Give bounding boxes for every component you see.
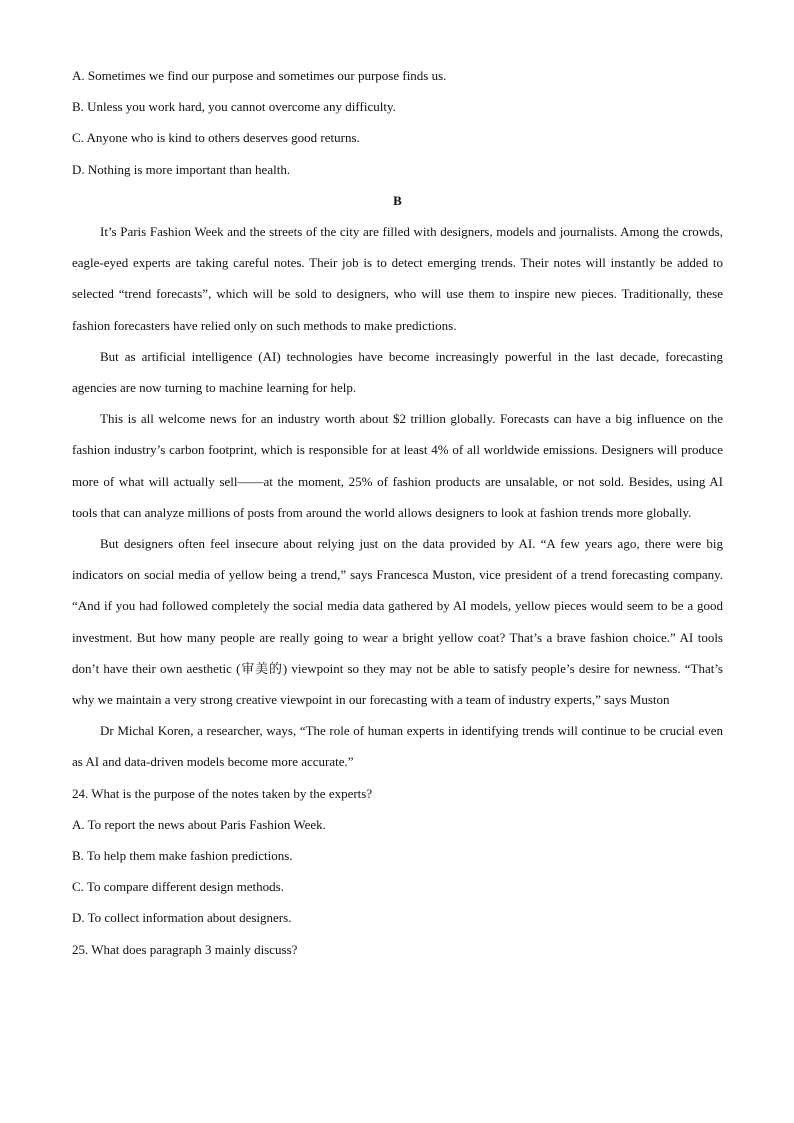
section-label: B — [393, 192, 402, 208]
question-24-option-a: A. To report the news about Paris Fashion Week. — [72, 816, 326, 832]
passage-paragraph-4: But designers often feel insecure about relying just on the data provided by AI. “A few years ago, there were big indicators on social media of yellow being a trend,” says Francesca Muston, vice president of a trend forecasting company. “And if you had followed completely the social media data gathered by AI models, yellow pieces would seem to be a good investment. But how many people are really going to wear a bright yellow coat? That’s a brave fashion choice.” AI tools don’t have their own aesthetic (审美的) viewpoint so they may not be able to satisfy people’s desire for newness. “That’s why we maintain a very strong creative viewpoint in our forecasting with a team of industry experts,” says Muston — [72, 535, 723, 707]
passage-paragraph-1: It’s Paris Fashion Week and the streets of the city are filled with designers, models and journalists. Among the crowds, eagle-eyed experts are taking careful notes. Their job is to detect emerging trends. Their notes will instantly be added to selected “trend forecasts”, which will be sold to designers, who will use them to inspire new pieces. Traditionally, these fashion forecasters have relied only on such methods to make predictions. — [72, 223, 723, 333]
question-24-option-d: D. To collect information about designers. — [72, 910, 292, 926]
option-a: A. Sometimes we find our purpose and sometimes our purpose finds us. — [72, 68, 447, 83]
option-c: C. Anyone who is kind to others deserves good returns. — [72, 130, 360, 146]
passage-paragraph-5: Dr Michal Koren, a researcher, ways, “The role of human experts in identifying trends will continue to be crucial even as AI and data-driven models become more accurate.” — [72, 723, 723, 770]
passage-paragraph-3: This is all welcome news for an industry worth about $2 trillion globally. Forecasts can have a big influence on the fashion industry’s carbon footprint, which is responsible for at least 4% of all worldwide emissions. Designers will produce more of what will actually sell——at the moment, 25% of fashion products are unsalable, or not sold. Besides, using AI tools that can analyze millions of posts from around the world allows designers to look at fashion trends more globally. — [72, 411, 723, 520]
document-page — [72, 60, 723, 965]
question-25-stem: 25. What does paragraph 3 mainly discuss? — [72, 941, 298, 957]
question-24-option-b: B. To help them make fashion predictions. — [72, 847, 293, 863]
passage-paragraph-2: But as artificial intelligence (AI) technologies have become increasingly powerful in the last decade, forecasting agencies are now turning to machine learning for help. — [72, 348, 723, 395]
question-24-stem: 24. What is the purpose of the notes taken by the experts? — [72, 785, 373, 801]
question-24-option-c: C. To compare different design methods. — [72, 879, 284, 895]
option-b: B. Unless you work hard, you cannot overcome any difficulty. — [72, 99, 396, 115]
option-d: D. Nothing is more important than health. — [72, 161, 291, 177]
